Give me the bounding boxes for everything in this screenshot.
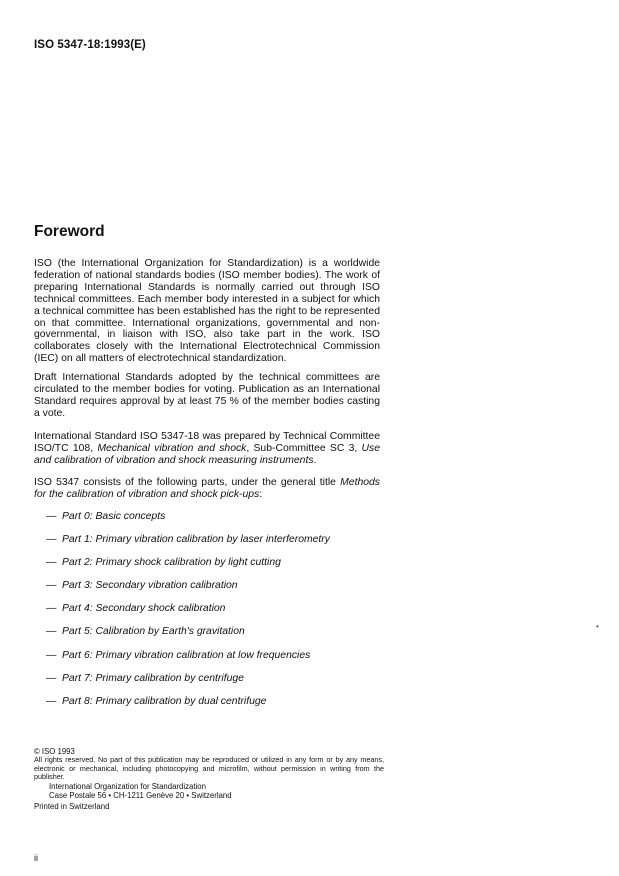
list-item	[46, 696, 386, 719]
list-item	[46, 534, 386, 557]
dash-bullet: —	[46, 557, 57, 569]
part-title: Part 4: Secondary shock calibration	[62, 603, 226, 615]
dash-bullet: —	[46, 626, 57, 638]
part-title: Part 6: Primary vibration calibration at low frequencies	[62, 649, 311, 661]
dash-bullet: —	[46, 534, 57, 546]
list-item	[46, 557, 386, 580]
rights-statement: All rights reserved. No part of this publication may be reproduced or utilized in any form or by any means, electronic or mechanical, including photocopying and microfilm, without permission in writing from the publisher.	[34, 755, 384, 782]
part-title: Part 5: Calibration by Earth's gravitation	[62, 626, 245, 638]
general-title: Methods for the calibration of vibration and shock pick-ups	[34, 477, 380, 500]
foreword-paragraph-voting: Draft International Standards adopted by the technical committees are circulated to the member bodies for voting. Publication as an International Standard requires approval by at least 75 % of the member bodies casting a vote.	[34, 372, 380, 419]
dash-bullet: —	[46, 603, 57, 615]
list-item	[46, 673, 386, 696]
dash-bullet: —	[46, 695, 57, 707]
organization-address: Case Postale 56 • CH-1211 Genève 20 • Switzerland	[49, 791, 232, 801]
dash-bullet: —	[46, 672, 57, 684]
part-title: Part 1: Primary vibration calibration by laser interferometry	[62, 534, 330, 546]
parts-intro-end: :	[259, 488, 263, 500]
list-item	[46, 650, 386, 673]
foreword-paragraph-parts-intro	[34, 477, 380, 501]
organization-name: International Organization for Standardization	[49, 781, 206, 791]
part-title: Part 0: Basic concepts	[62, 511, 166, 522]
copyright-block	[34, 747, 384, 812]
part-title: Part 7: Primary calibration by centrifuge	[62, 672, 244, 684]
list-item	[46, 603, 386, 626]
printed-in: Printed in Switzerland	[34, 802, 110, 812]
list-item	[46, 580, 386, 603]
subcommittee-text: , Sub-Committee SC 3,	[246, 442, 362, 454]
list-item	[46, 626, 386, 649]
document-id: ISO 5347-18:1993(E)	[34, 39, 146, 51]
prepared-by-end: .	[313, 454, 317, 466]
foreword-paragraph-prepared-by	[34, 431, 380, 467]
part-title: Part 3: Secondary vibration calibration	[62, 580, 238, 592]
parts-intro-text: ISO 5347 consists of the following parts, under the general title	[34, 477, 341, 488]
dash-bullet: —	[46, 649, 57, 661]
stray-mark: •	[596, 622, 599, 631]
list-item	[46, 511, 386, 534]
copyright-notice: © ISO 1993	[34, 747, 75, 756]
part-title: Part 2: Primary shock calibration by light cutting	[62, 557, 281, 569]
parts-list	[46, 511, 386, 719]
page-number: ii	[34, 853, 38, 863]
dash-bullet: —	[46, 580, 57, 592]
subcommittee-title: Use and calibration of vibration and shock measuring instruments	[34, 442, 380, 466]
part-title: Part 8: Primary calibration by dual centrifuge	[62, 695, 267, 707]
foreword-heading: Foreword	[34, 223, 105, 240]
committee-title: Mechanical vibration and shock	[97, 442, 247, 454]
prepared-by-text: International Standard ISO 5347-18 was prepared by Technical Committee ISO/TC 108,	[34, 431, 380, 454]
foreword-paragraph-iso-intro: ISO (the International Organization for Standardization) is a worldwide federation of national standards bodies (ISO member bodies). The work of preparing International Standards is normally carried out through ISO technical committees. Each member body interested in a subject for which a technical committee has been established has the right to be represented on that committee. International organizations, governmental and non-governmental, in liaison with ISO, also take part in the work. ISO collaborates closely with the International Electrotechnical Commission (IEC) on all matters of electrotechnical standardization.	[34, 258, 380, 365]
dash-bullet: —	[46, 511, 57, 522]
